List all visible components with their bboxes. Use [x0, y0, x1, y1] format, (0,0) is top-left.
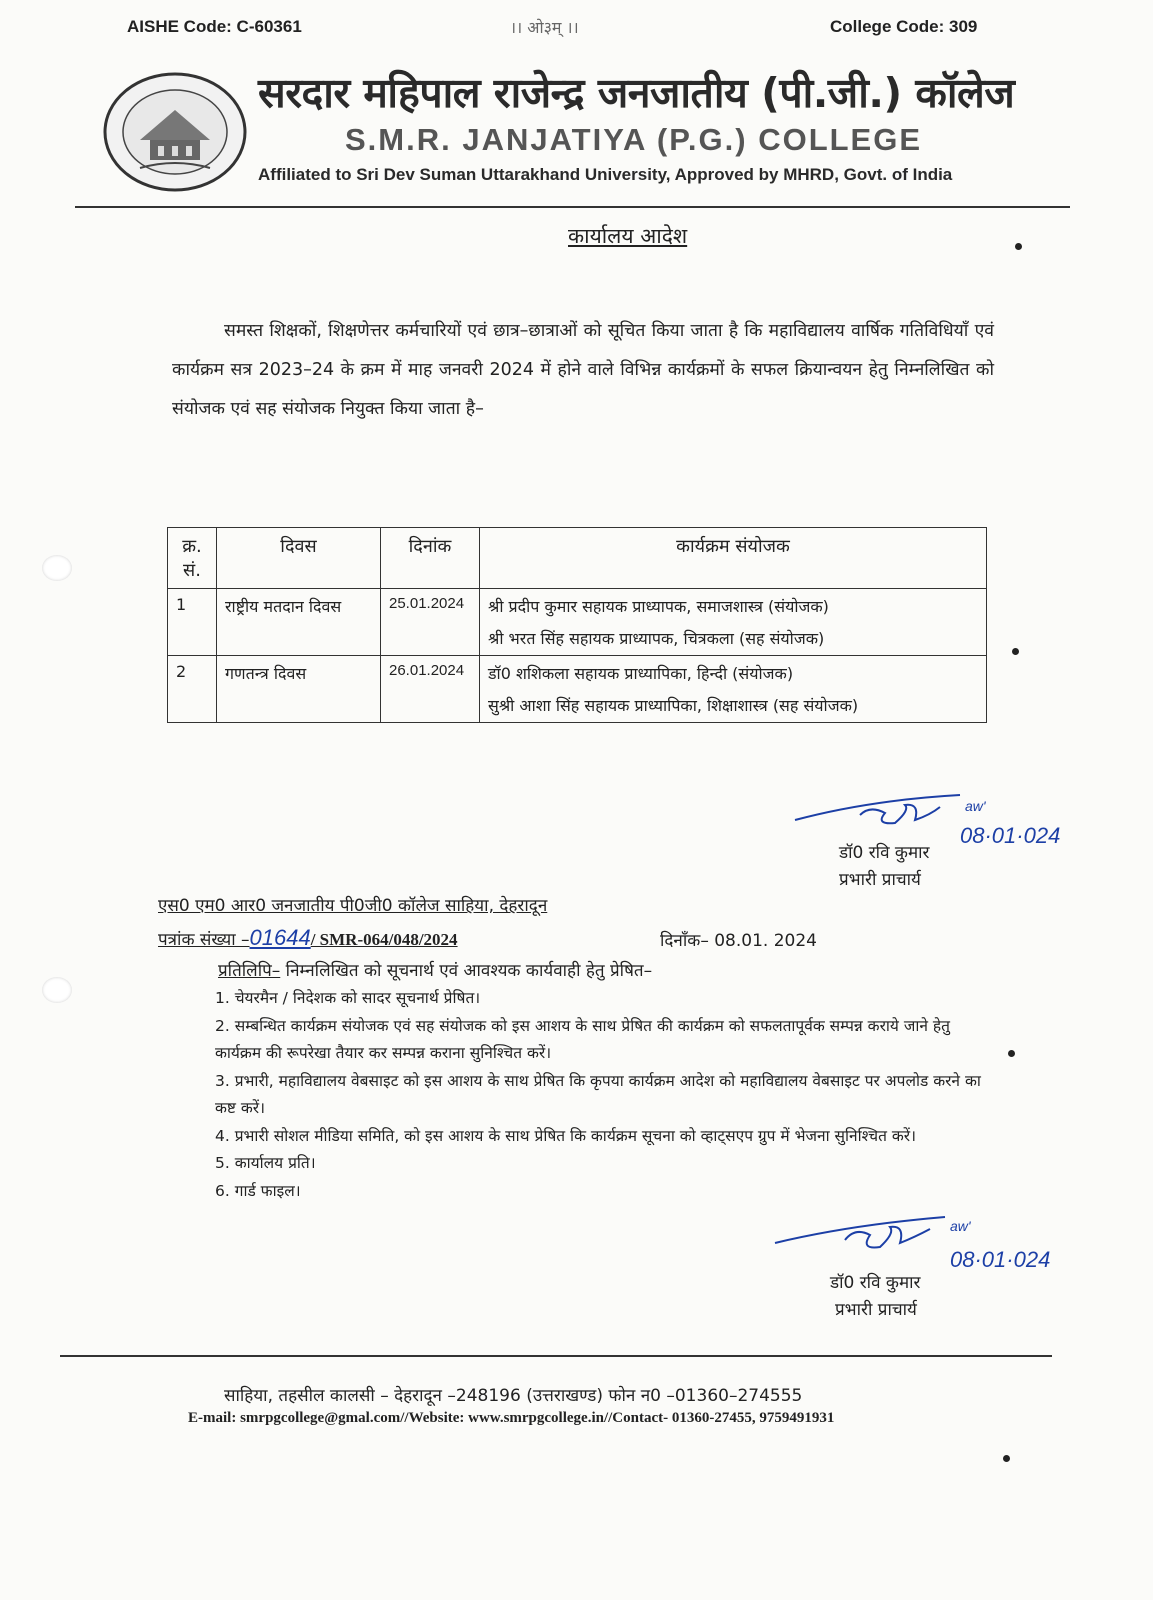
reference-code: / SMR-064/048/2024 — [310, 930, 458, 949]
reference-number-line — [158, 925, 458, 951]
table-row — [168, 656, 987, 723]
svg-text:aw': aw' — [965, 798, 986, 814]
row-day: राष्ट्रीय मतदान दिवस — [217, 589, 381, 656]
list-item: 4. प्रभारी सोशल मीडिया समिति, को इस आशय के साथ प्रेषित कि कार्यक्रम सूचना को व्हाट्सएप ग्रुप में भेजना सुनिश्चित करें। — [215, 1126, 916, 1145]
punch-hole — [42, 977, 72, 1003]
college-name-hindi: सरदार महिपाल राजेन्द्र जनजातीय (पी.जी.) कॉलेज — [258, 69, 1015, 117]
list-item: 5. कार्यालय प्रति। — [215, 1154, 316, 1172]
order-paragraph: समस्त शिक्षकों, शिक्षणेत्तर कर्मचारियों एवं छात्र–छात्राओं को सूचित किया जाता है कि महाविद्यालय वार्षिक गतिविधियाँ एवं कार्यक्रम सत्र 2023–24 के क्रम में माह जनवरी 2024 में होने वाले विभिन्न कार्यक्रमों के सफल क्रियान्वयन हेतु निम्नलिखित को संयोजक एवं सह संयोजक नियुक्त किया जाता है– — [172, 321, 994, 419]
row-sno: 2 — [168, 656, 217, 723]
reference-handwritten-number: 01644 — [249, 925, 311, 950]
header-divider — [75, 206, 1070, 208]
office-line: एस0 एम0 आर0 जनजातीय पी0जी0 कॉलेज साहिया, देहरादून — [158, 896, 548, 916]
list-item: 3. प्रभारी, महाविद्यालय वेबसाइट को इस आशय के साथ प्रेषित कि कृपया कार्यक्रम आदेश को महाविद्यालय वेबसाइट पर अपलोड करने का कष्ट करें। — [215, 1071, 981, 1117]
college-code: College Code: 309 — [830, 17, 978, 36]
reference-label: पत्रांक संख्या – — [158, 930, 250, 950]
dispatch-date: दिनाँक– 08.01. 2024 — [660, 931, 817, 951]
list-item: 2. सम्बन्धित कार्यक्रम संयोजक एवं सह संयोजक को इस आशय के साथ प्रेषित की कार्यक्रम को सफलतापूर्वक सम्पन्न कराये जाने हेतु कार्यक्रम की रूपरेखा तैयार कर सम्पन्न कराना सुनिश्चित करें। — [215, 1016, 950, 1062]
row-date: 26.01.2024 — [381, 656, 480, 723]
svg-text:08·01·024: 08·01·024 — [950, 1247, 1051, 1272]
svg-text:08·01·024: 08·01·024 — [960, 823, 1061, 848]
aishe-code: AISHE Code: C-60361 — [127, 17, 302, 36]
header-sno: क्र. सं. — [168, 528, 217, 589]
college-logo — [100, 70, 250, 195]
header-coordinator: कार्यक्रम संयोजक — [480, 528, 987, 589]
svg-text:aw': aw' — [950, 1218, 971, 1234]
invocation: ।। ओ३म् ।। — [510, 18, 579, 37]
punch-hole — [42, 555, 72, 581]
scan-mark — [1012, 648, 1019, 655]
copy-label: प्रतिलिपि– — [218, 961, 281, 981]
list-item: 6. गार्ड फाइल। — [215, 1181, 301, 1200]
table-row — [168, 589, 987, 656]
footer-contact: E-mail: smrpgcollege@gmal.com//Website: www.smrpgcollege.in//Contact- 01360-27455, 9759491931 — [188, 1410, 835, 1426]
list-item: 1. चेयरमैन / निदेशक को सादर सूचनार्थ प्रेषित। — [215, 989, 481, 1007]
co-coordinator: श्री भरत सिंह सहायक प्राध्यापक, चित्रकला (सह संयोजक) — [488, 629, 825, 648]
schedule-table — [167, 527, 987, 723]
copy-recipient-list — [215, 985, 990, 1205]
header-date: दिनांक — [381, 528, 480, 589]
co-coordinator: सुश्री आशा सिंह सहायक प्राध्यापिका, शिक्षाशास्त्र (सह संयोजक) — [488, 696, 859, 715]
handwritten-signature — [770, 1205, 1070, 1280]
footer-divider — [60, 1355, 1052, 1357]
row-coordinators — [480, 656, 987, 723]
signatory-designation: प्रभारी प्राचार्य — [835, 1300, 917, 1320]
row-sno: 1 — [168, 589, 217, 656]
signatory-name: डॉ0 रवि कुमार — [830, 1273, 921, 1293]
row-coordinators — [480, 589, 987, 656]
row-day: गणतन्त्र दिवस — [217, 656, 381, 723]
copy-intro: निम्नलिखित को सूचनार्थ एवं आवश्यक कार्यवाही हेतु प्रेषित– — [280, 961, 653, 981]
row-date: 25.01.2024 — [381, 589, 480, 656]
header-day: दिवस — [217, 528, 381, 589]
college-name-english: S.M.R. JANJATIYA (P.G.) COLLEGE — [345, 122, 923, 157]
footer-address: साहिया, तहसील कालसी – देहरादून –248196 (उत्तराखण्ड) फोन न0 –01360–274555 — [224, 1386, 803, 1406]
coordinator: श्री प्रदीप कुमार सहायक प्राध्यापक, समाजशास्त्र (संयोजक) — [488, 597, 829, 616]
order-title: कार्यालय आदेश — [568, 224, 688, 248]
coordinator: डॉ0 शशिकला सहायक प्राध्यापिका, हिन्दी (संयोजक) — [488, 664, 794, 683]
scan-mark — [1003, 1455, 1010, 1462]
copy-heading — [218, 958, 652, 981]
scan-mark — [1008, 1050, 1015, 1057]
handwritten-signature — [790, 785, 1090, 860]
affiliation-line: Affiliated to Sri Dev Suman Uttarakhand University, Approved by MHRD, Govt. of India — [258, 165, 953, 184]
signatory-designation: प्रभारी प्राचार्य — [839, 870, 921, 890]
scan-mark — [1015, 243, 1022, 250]
signatory-name: डॉ0 रवि कुमार — [839, 843, 930, 863]
table-header-row — [168, 528, 987, 589]
